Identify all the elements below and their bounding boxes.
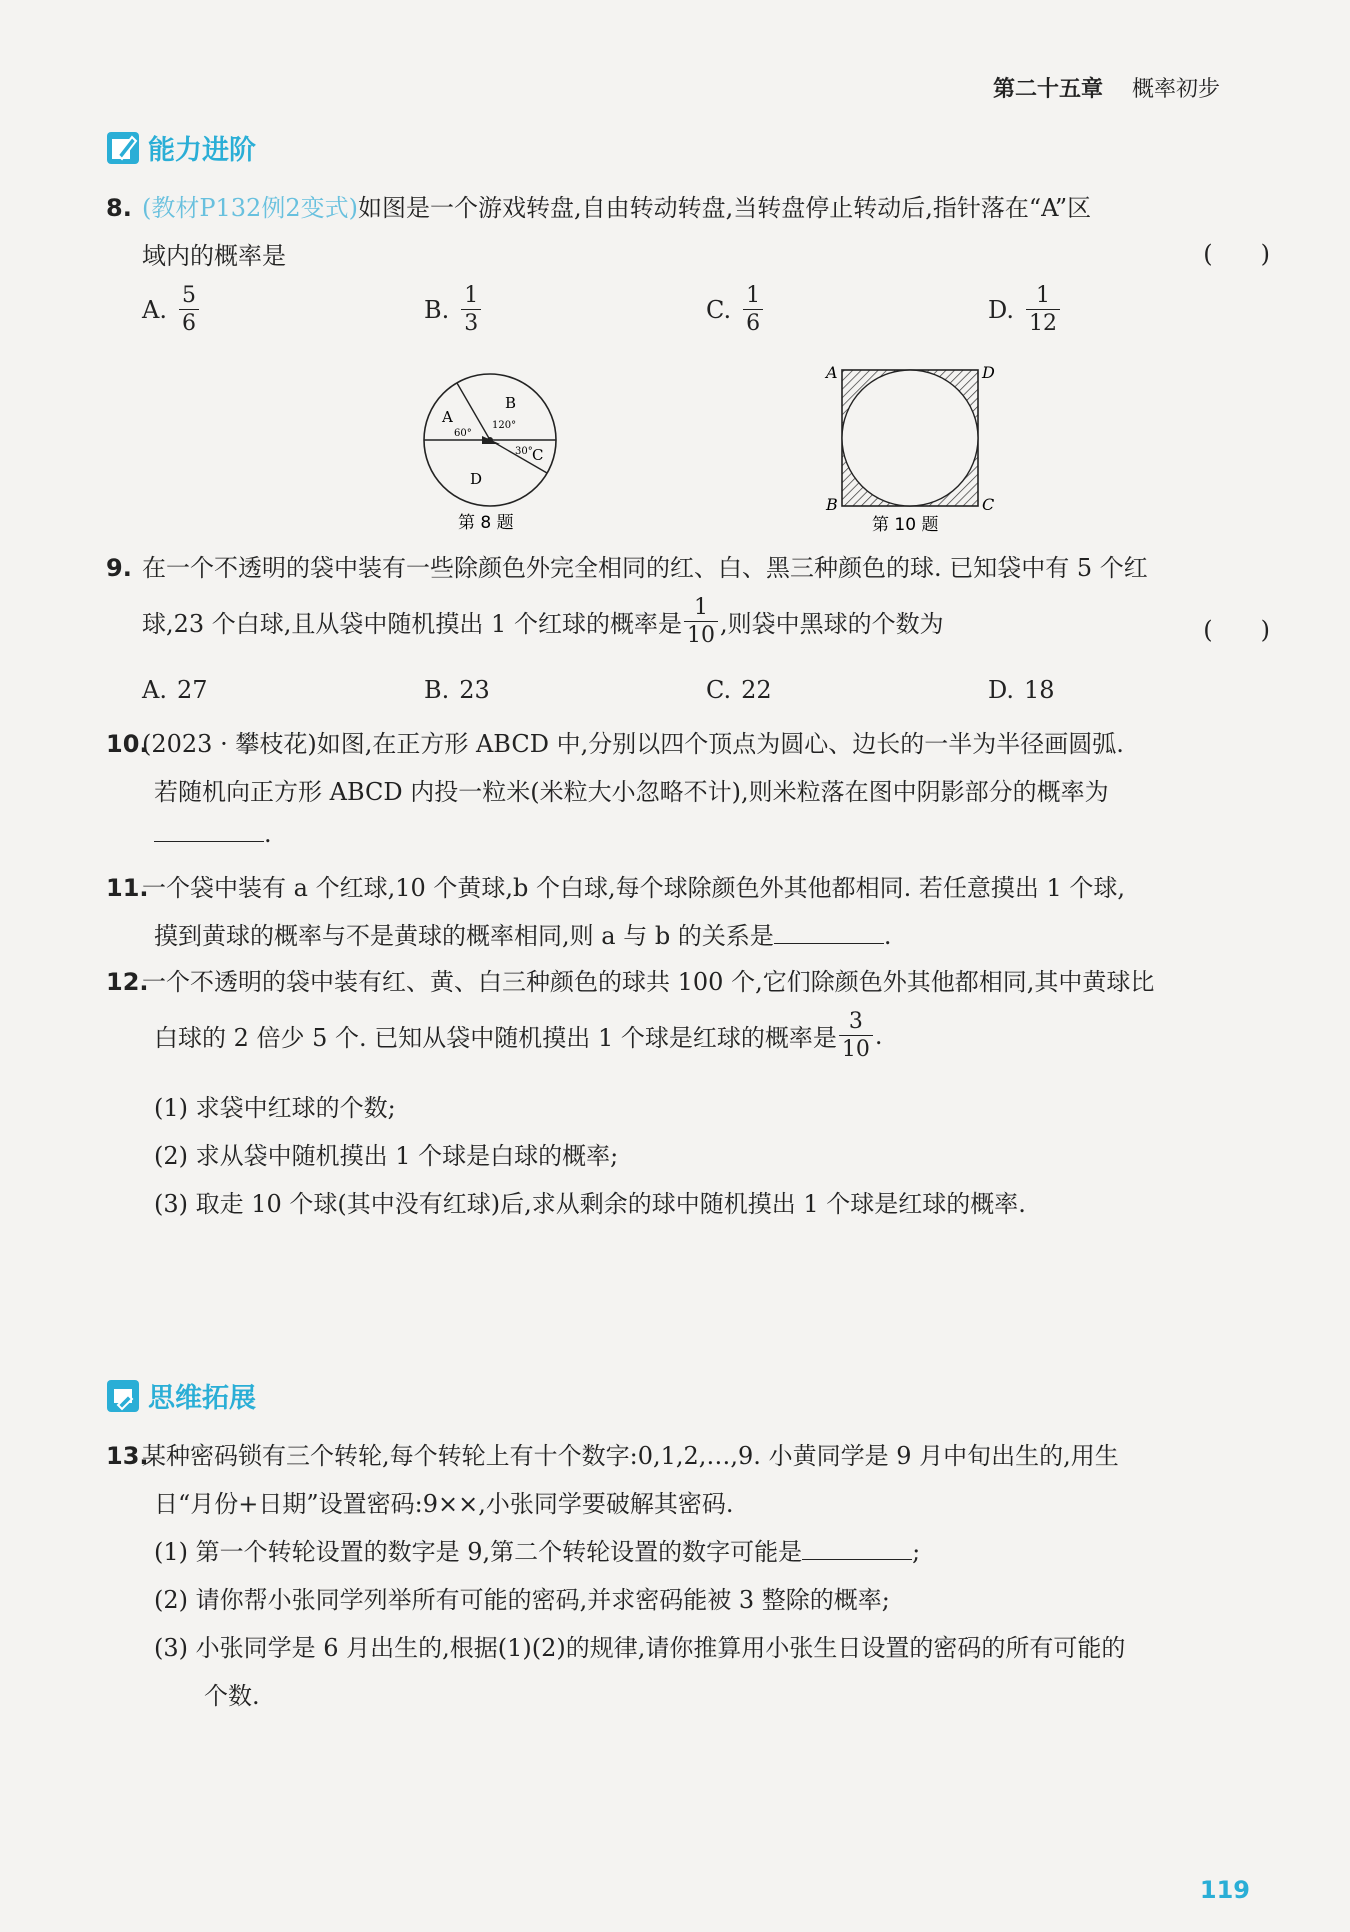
angle-label: 30° <box>515 446 533 457</box>
vertex-label: A <box>826 363 838 382</box>
section-title: 能力进阶 <box>148 135 256 166</box>
question-13-part-3: (3) 小张同学是 6 月出生的,根据(1)(2)的规律,请你推算用小张生日设置的密码的所有可能的 <box>154 1634 1126 1662</box>
option-c: C. 22 <box>706 676 772 704</box>
question-text: 一个不透明的袋中装有红、黄、白三种颜色的球共 100 个,它们除颜色外其他都相同,其中黄球比 <box>142 968 1155 996</box>
question-number: 11. <box>106 874 149 902</box>
question-number: 10. <box>106 730 149 758</box>
option-label: C. <box>706 295 732 324</box>
vertex-label: C <box>982 495 995 514</box>
answer-blank[interactable] <box>802 1539 912 1560</box>
question-12-part-2: (2) 求从袋中随机摸出 1 个球是白球的概率; <box>154 1142 619 1170</box>
option-label: D. <box>988 295 1015 324</box>
unshaded-star <box>842 370 978 506</box>
question-13-line-1 <box>106 1436 1119 1471</box>
page-header <box>993 72 1220 103</box>
option-d <box>988 284 1062 335</box>
question-12-line-1 <box>106 962 1154 997</box>
probability-fraction: $\frac{3}{10}$ <box>839 1010 873 1061</box>
question-13-part-1: (1) 第一个转轮设置的数字是 9,第二个转轮设置的数字可能是 ; <box>154 1538 921 1566</box>
pencil-note-icon <box>106 131 140 165</box>
figure-caption: 第 8 题 <box>458 513 514 533</box>
option-label: B. <box>424 295 450 324</box>
question-13-part-2: (2) 请你帮小张同学列举所有可能的密码,并求密码能被 3 整除的概率; <box>154 1586 890 1614</box>
vertex-label: B <box>826 495 838 514</box>
question-9-line-2: 球,23 个白球,且从袋中随机摸出 1 个红球的概率是 $\frac{1}{10}$ ,则袋中黑球的个数为 <box>142 595 944 649</box>
question-source: (教材P132例2变式) <box>142 194 358 222</box>
vertex-label: D <box>982 363 995 382</box>
option-label: A. <box>142 295 167 324</box>
option-fraction: $\frac{1}{12}$ <box>1026 284 1060 335</box>
question-text: (2023 · 攀枝花)如图,在正方形 ABCD 中,分别以四个顶点为圆心、边长的一半为半径画圆弧. <box>142 730 1124 758</box>
question-number: 9. <box>106 554 132 582</box>
question-text: 在一个不透明的袋中装有一些除颜色外完全相同的红、白、黑三种颜色的球. 已知袋中有 5 个红 <box>142 554 1148 582</box>
option-a: A. 27 <box>142 676 208 704</box>
question-13-line-2: 日“月份+日期”设置密码:9××,小张同学要破解其密码. <box>154 1490 734 1518</box>
question-11-line-2: 摸到黄球的概率与不是黄球的概率相同,则 a 与 b 的关系是 . <box>154 922 892 950</box>
question-text: 一个袋中装有 a 个红球,10 个黄球,b 个白球,每个球除颜色外其他都相同. 若任意摸出 1 个球, <box>142 874 1126 902</box>
question-13-part-3-cont: 个数. <box>204 1682 260 1710</box>
question-number: 8. <box>106 194 132 222</box>
option-a <box>142 284 201 335</box>
option-fraction: $\frac{1}{6}$ <box>743 284 763 335</box>
answer-parentheses: ( ) <box>1203 240 1270 268</box>
option-fraction: $\frac{5}{6}$ <box>179 284 199 335</box>
question-9-line-1 <box>106 548 1148 583</box>
section-title: 思维拓展 <box>148 1383 256 1414</box>
question-10-line-2: 若随机向正方形 ABCD 内投一粒米(米粒大小忽略不计),则米粒落在图中阴影部分的概率为 <box>154 778 1109 806</box>
angle-label: 120° <box>492 420 517 431</box>
option-b: B. 23 <box>424 676 490 704</box>
sector-label: D <box>470 470 483 488</box>
page-number: 119 <box>1199 1876 1250 1904</box>
sector-label: C <box>532 446 544 464</box>
probability-fraction: $\frac{1}{10}$ <box>684 596 718 647</box>
question-11-line-1 <box>106 868 1125 903</box>
question-12-part-3: (3) 取走 10 个球(其中没有红球)后,求从剩余的球中随机摸出 1 个球是红球的概率. <box>154 1190 1026 1218</box>
question-12-part-1: (1) 求袋中红球的个数; <box>154 1094 396 1122</box>
question-10-line-3: . <box>154 820 272 848</box>
chapter-subtitle: 概率初步 <box>1131 77 1220 102</box>
figure-caption: 第 10 题 <box>872 515 939 535</box>
option-fraction: $\frac{1}{3}$ <box>461 284 481 335</box>
option-c <box>706 284 765 335</box>
thinking-expand-icon <box>106 1379 140 1413</box>
chapter-title: 第二十五章 <box>992 77 1103 102</box>
option-b <box>424 284 483 335</box>
question-number: 13. <box>106 1442 149 1470</box>
question-12-line-2: 白球的 2 倍少 5 个. 已知从袋中随机摸出 1 个球是红球的概率是 $\frac{3}{10}$ . <box>154 1009 883 1063</box>
question-10-line-1 <box>106 724 1124 759</box>
spinner-figure <box>420 370 570 540</box>
square-arcs-figure <box>820 360 1000 540</box>
question-8-line-1 <box>106 188 1091 223</box>
angle-label: 60° <box>454 428 472 439</box>
answer-blank[interactable] <box>774 923 884 944</box>
answer-parentheses: ( ) <box>1203 616 1270 644</box>
question-text: 某种密码锁有三个转轮,每个转轮上有十个数字:0,1,2,…,9. 小黄同学是 9 月中旬出生的,用生 <box>142 1442 1119 1470</box>
question-number: 12. <box>106 968 149 996</box>
section-heading-1 <box>106 128 256 167</box>
option-d: D. 18 <box>988 676 1055 704</box>
section-heading-2 <box>106 1376 256 1415</box>
sector-label: B <box>505 394 517 412</box>
question-text: 如图是一个游戏转盘,自由转动转盘,当转盘停止转动后,指针落在“A”区 <box>357 194 1092 222</box>
answer-blank[interactable] <box>154 821 264 842</box>
question-8-line-2: 域内的概率是 <box>142 242 286 270</box>
sector-label: A <box>442 408 453 426</box>
